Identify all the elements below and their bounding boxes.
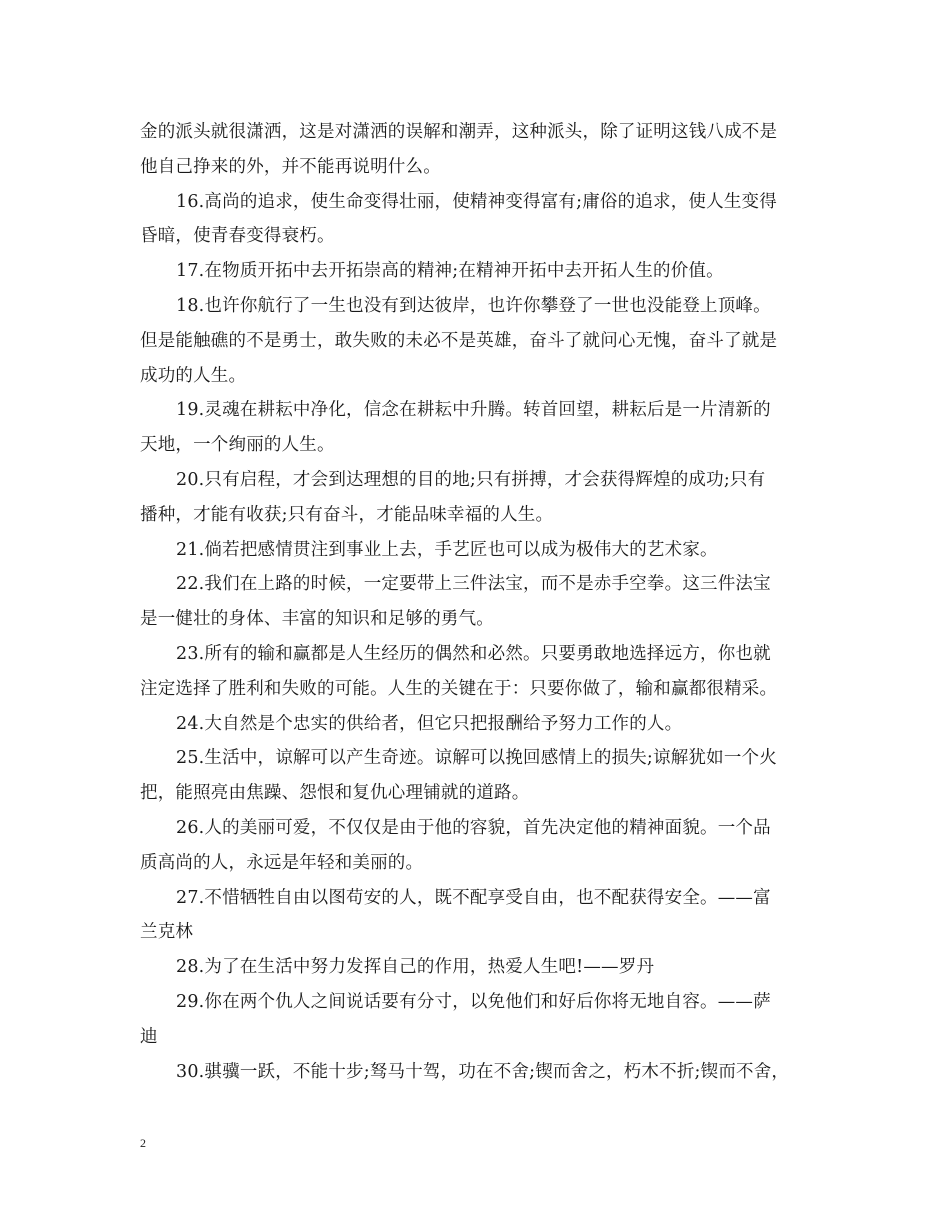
text-line: 24.大自然是个忠实的供给者，但它只把报酬给予努力工作的人。: [176, 713, 683, 734]
text-line: 17.在物质开拓中去开拓崇高的精神;在精神开拓中去开拓人生的价值。: [176, 261, 724, 282]
text-line: 成功的人生。: [140, 365, 247, 386]
text-line: 但是能触礁的不是勇士，敢失败的未必不是英雄，奋斗了就问心无愧，奋斗了就是: [140, 330, 778, 351]
text-line: 把，能照亮由焦躁、怨恨和复仇心理铺就的道路。: [140, 783, 530, 804]
text-line: 迪: [140, 1026, 158, 1047]
text-line: 注定选择了胜利和失败的可能。人生的关键在于：只要你做了，输和赢都很精采。: [140, 678, 778, 699]
text-line: 29.你在两个仇人之间说话要有分寸，以免他们和好后你将无地自容。——萨: [176, 991, 771, 1012]
text-line: 25.生活中，谅解可以产生奇迹。谅解可以挽回感情上的损失;谅解犹如一个火: [176, 748, 777, 769]
text-line: 昏暗，使青春变得衰朽。: [140, 226, 335, 247]
text-line: 30.骐骥一跃，不能十步;驽马十驾，功在不舍;锲而舍之，朽木不折;锲而不舍，: [176, 1061, 790, 1082]
text-line: 19.灵魂在耕耘中净化，信念在耕耘中升腾。转首回望，耕耘后是一片清新的: [176, 400, 771, 421]
text-line: 21.倘若把感情贯注到事业上去，手艺匠也可以成为极伟大的艺术家。: [176, 539, 718, 560]
text-line: 播种，才能有收获;只有奋斗，才能品味幸福的人生。: [140, 504, 554, 525]
text-line: 兰克林: [140, 922, 194, 943]
text-line: 金的派头就很潇洒，这是对潇洒的误解和潮弄，这种派头，除了证明这钱八成不是: [140, 122, 778, 142]
text-line: 18.也许你航行了一生也没有到达彼岸，也许你攀登了一世也没能登上顶峰。: [176, 295, 771, 316]
text-line: 天地，一个绚丽的人生。: [140, 435, 335, 456]
page-number: 2: [140, 1136, 146, 1150]
text-line: 26.人的美丽可爱，不仅仅是由于他的容貌，首先决定他的精神面貌。一个品: [176, 817, 771, 838]
document-body: [140, 115, 812, 1089]
text-line: 他自己挣来的外，并不能再说明什么。: [140, 156, 441, 177]
text-line: 27.不惜牺牲自由以图苟安的人，既不配享受自由，也不配获得安全。——富: [176, 887, 771, 908]
text-line: 20.只有启程，才会到达理想的目的地;只有拼搏，才会获得辉煌的成功;只有: [176, 469, 766, 490]
text-line: 22.我们在上路的时候，一定要带上三件法宝，而不是赤手空拳。这三件法宝: [176, 574, 771, 595]
text-line: 23.所有的输和赢都是人生经历的偶然和必然。只要勇敢地选择远方，你也就: [176, 643, 771, 664]
text-line: 16.高尚的追求，使生命变得壮丽，使精神变得富有;庸俗的追求，使人生变得: [176, 191, 777, 212]
text-line: 28.为了在生活中努力发挥自己的作用，热爱人生吧!——罗丹: [176, 957, 655, 978]
text-line: 质高尚的人，永远是年轻和美丽的。: [140, 852, 424, 873]
text-line: 是一健壮的身体、丰富的知识和足够的勇气。: [140, 609, 494, 630]
